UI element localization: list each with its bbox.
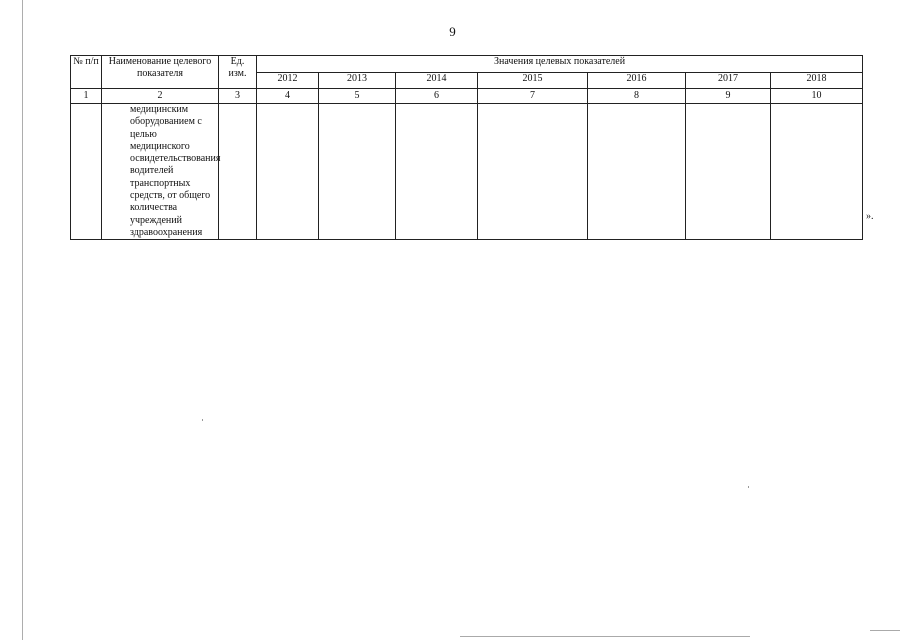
row-value-2018 [771, 104, 863, 240]
year-header: 2013 [319, 73, 396, 89]
year-header: 2017 [686, 73, 771, 89]
column-number: 6 [396, 89, 478, 104]
page-number: 9 [449, 24, 456, 39]
header-unit: Ед. изм. [219, 56, 257, 89]
scan-speck [748, 486, 749, 488]
scan-left-edge [22, 0, 23, 640]
row-value-2014 [396, 104, 478, 240]
column-number: 3 [219, 89, 257, 104]
scan-bottom-line [460, 636, 750, 637]
year-header: 2014 [396, 73, 478, 89]
indicator-table-container [70, 55, 863, 240]
year-header: 2012 [257, 73, 319, 89]
header-values-group: Значения целевых показателей [257, 56, 863, 73]
table-row [71, 104, 863, 240]
column-number: 2 [102, 89, 219, 104]
column-number: 5 [319, 89, 396, 104]
scan-bottom-line [870, 630, 900, 631]
row-value-2012 [257, 104, 319, 240]
indicator-table [70, 55, 863, 240]
column-number: 4 [257, 89, 319, 104]
year-header: 2018 [771, 73, 863, 89]
year-header: 2016 [588, 73, 686, 89]
row-value-2017 [686, 104, 771, 240]
header-name: Наименование целевого показателя [102, 56, 219, 89]
column-number: 9 [686, 89, 771, 104]
row-value-2013 [319, 104, 396, 240]
row-value-2016 [588, 104, 686, 240]
year-header: 2015 [478, 73, 588, 89]
column-number: 8 [588, 89, 686, 104]
column-number: 10 [771, 89, 863, 104]
scan-speck [202, 419, 203, 421]
column-number: 7 [478, 89, 588, 104]
row-unit [219, 104, 257, 240]
column-number: 1 [71, 89, 102, 104]
closing-quote-mark: ». [866, 211, 874, 222]
row-value-2015 [478, 104, 588, 240]
header-num: № п/п [71, 56, 102, 89]
row-num [71, 104, 102, 240]
row-indicator-name: медицинским оборудованием с целью медицинского освидетельствования водителей транспортных средств, от общего количества учреждений здравоохранения [102, 104, 219, 240]
